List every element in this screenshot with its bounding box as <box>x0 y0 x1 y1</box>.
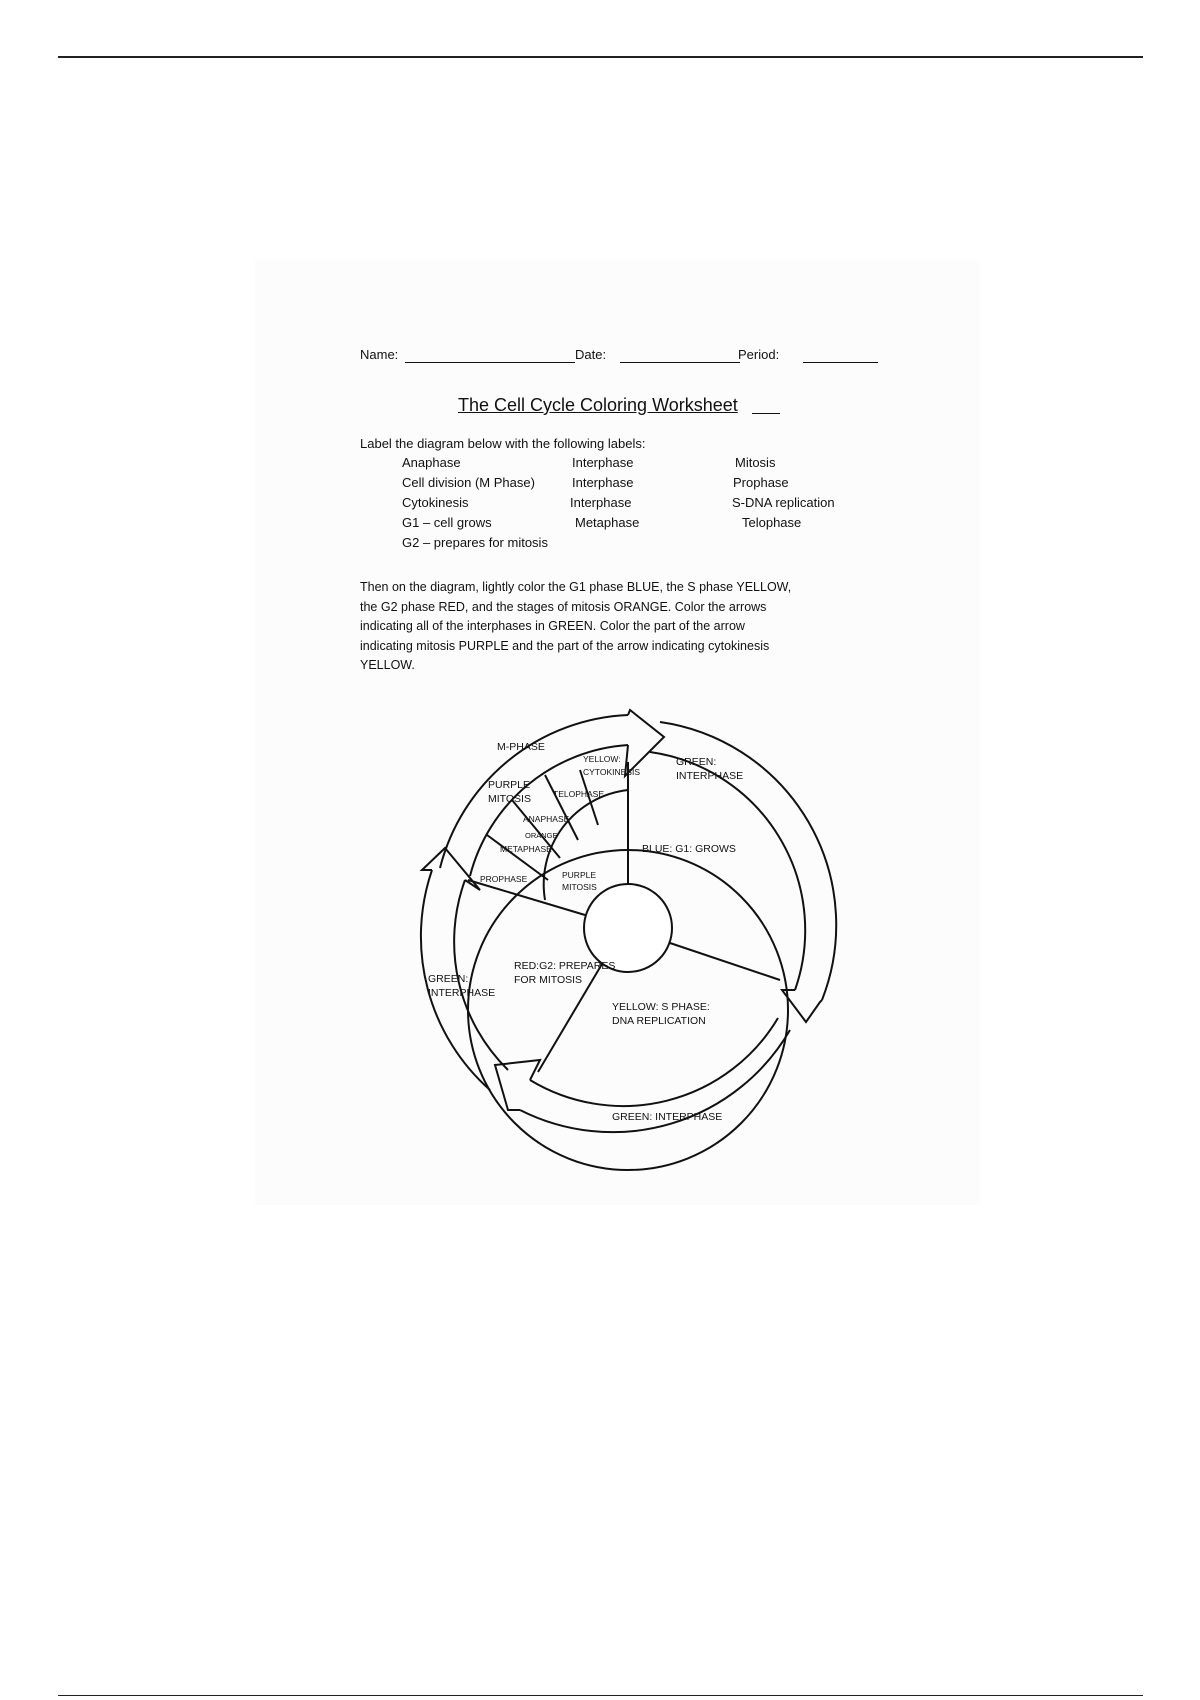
label-item: Anaphase <box>402 455 461 470</box>
label-green-interphase-top-1: GREEN: <box>676 756 717 768</box>
arrow-mitosis-inner <box>470 745 628 876</box>
label-item: Metaphase <box>575 515 640 530</box>
label-green-interphase-top-2: INTERPHASE <box>676 770 744 782</box>
label-item: G2 – prepares for mitosis <box>402 535 548 550</box>
label-metaphase: METAPHASE <box>500 844 552 854</box>
label-orange: ORANGE <box>525 831 558 840</box>
paragraph-line: the G2 phase RED, and the stages of mitosis ORANGE. Color the arrows <box>360 599 767 614</box>
arrow-s-head <box>495 1060 540 1110</box>
label-item: Interphase <box>572 455 634 470</box>
label-item: G1 – cell grows <box>402 515 492 530</box>
label-item: Interphase <box>570 495 632 510</box>
worksheet-title: The Cell Cycle Coloring Worksheet <box>458 395 738 415</box>
paragraph-line: indicating all of the interphases in GREEN. Color the part of the arrow <box>360 619 745 633</box>
label-purple-mitosis-outer-2: MITOSIS <box>488 793 531 805</box>
name-label: Name: <box>360 347 399 362</box>
center-circle <box>584 884 672 972</box>
label-green-interphase-bottom: GREEN: INTERPHASE <box>612 1111 723 1123</box>
label-item: Prophase <box>733 475 789 490</box>
label-purple-mitosis-outer-1: PURPLE <box>488 779 531 791</box>
label-g2-1: RED:G2: PREPARES <box>514 960 616 972</box>
label-s-phase-2: DNA REPLICATION <box>612 1015 706 1027</box>
label-item: Telophase <box>742 515 802 530</box>
label-purple-mitosis-inner-2: MITOSIS <box>562 882 597 892</box>
date-label: Date: <box>575 347 607 362</box>
label-item: Interphase <box>572 475 634 490</box>
label-g1: BLUE: G1: GROWS <box>642 843 736 855</box>
label-green-interphase-left-2: INTERPHASE <box>428 987 496 999</box>
label-item: Mitosis <box>735 455 776 470</box>
arrow-g1-inner <box>650 752 805 990</box>
label-prophase: PROPHASE <box>480 874 528 884</box>
label-m-phase: M-PHASE <box>497 741 545 753</box>
label-item: S-DNA replication <box>732 495 835 510</box>
paragraph-line: YELLOW. <box>360 658 415 672</box>
divider-g1-s <box>670 943 780 980</box>
arrow-s-inner <box>530 1018 778 1106</box>
label-yellow-cytokinesis-1: YELLOW: <box>583 754 621 764</box>
label-green-interphase-left-1: GREEN: <box>428 973 469 985</box>
label-purple-mitosis-inner-1: PURPLE <box>562 870 597 880</box>
label-item: Cell division (M Phase) <box>402 475 535 490</box>
period-label: Period: <box>738 347 780 362</box>
label-yellow-cytokinesis-2: CYTOKINESIS <box>583 767 640 777</box>
label-instruction: Label the diagram below with the following labels: <box>360 436 646 451</box>
label-telophase: TELOPHASE <box>553 789 605 799</box>
label-g2-2: FOR MITOSIS <box>514 974 583 986</box>
paragraph-line: Then on the diagram, lightly color the G1 phase BLUE, the S phase YELLOW, <box>360 580 792 594</box>
label-anaphase: ANAPHASE <box>523 814 570 824</box>
label-item: Cytokinesis <box>402 495 469 510</box>
label-s-phase-1: YELLOW: S PHASE: <box>612 1001 710 1013</box>
paragraph-line: indicating mitosis PURPLE and the part of the arrow indicating cytokinesis <box>360 638 770 653</box>
